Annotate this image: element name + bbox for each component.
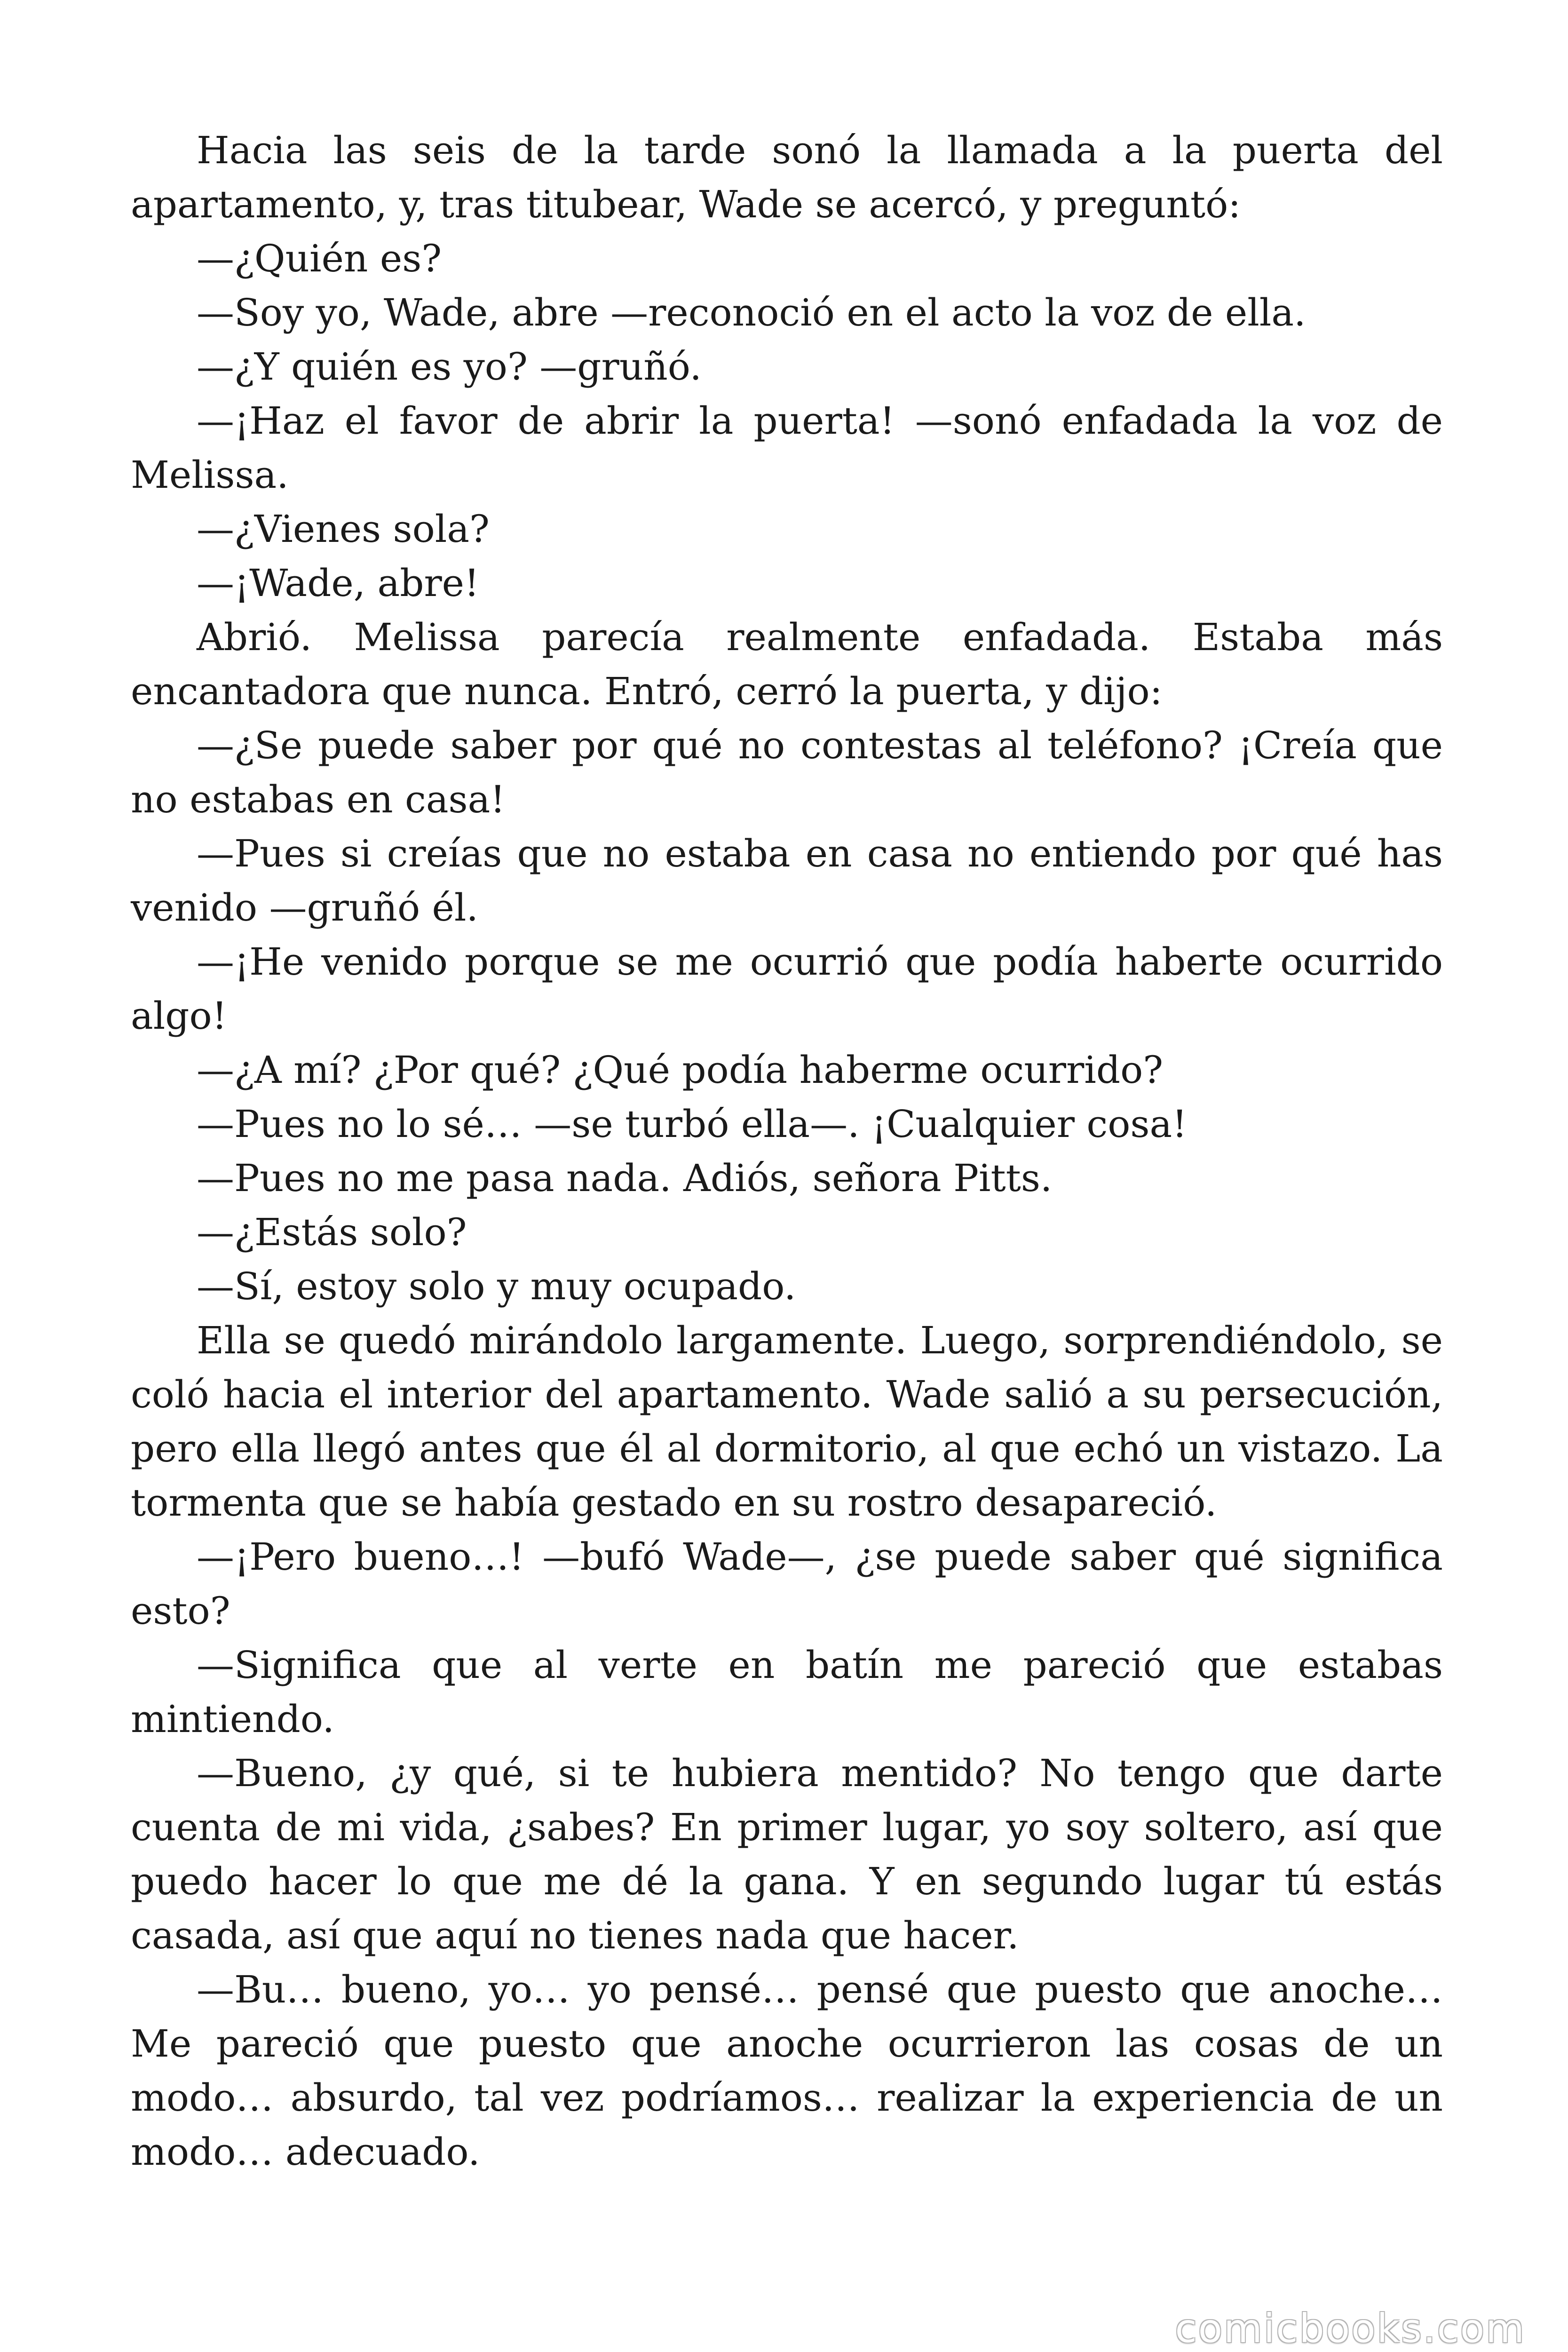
paragraph: —¡Pero bueno…! —bufó Wade—, ¿se puede saber qué significa esto? bbox=[131, 1535, 1443, 1633]
paragraph: —Bueno, ¿y qué, si te hubiera mentido? No tengo que darte cuenta de mi vida, ¿sabes? En primer lugar, yo soy soltero, así que puedo hacer lo que me dé la gana. Y en segundo lugar tú estás casada, así que aquí no tienes nada que hacer. bbox=[131, 1751, 1443, 1957]
paragraph: —¿Quién es? bbox=[197, 237, 442, 280]
paragraph: —¿A mí? ¿Por qué? ¿Qué podía haberme ocurrido? bbox=[197, 1048, 1164, 1092]
paragraph: —Pues no me pasa nada. Adiós, señora Pitts. bbox=[197, 1156, 1053, 1200]
paragraph: —Pues no lo sé… —se turbó ella—. ¡Cualquier cosa! bbox=[197, 1102, 1188, 1146]
paragraph: —¿Estás solo? bbox=[197, 1210, 467, 1254]
paragraph: —Significa que al verte en batín me pareció que estabas mintiendo. bbox=[131, 1643, 1443, 1741]
paragraph: —¿Vienes sola? bbox=[197, 507, 490, 551]
watermark: comicbooks.com bbox=[1175, 2305, 1526, 2352]
paragraph: —¿Se puede saber por qué no contestas al teléfono? ¡Creía que no estabas en casa! bbox=[131, 723, 1443, 821]
paragraph: —Pues si creías que no estaba en casa no entiendo por qué has venido —gruñó él. bbox=[131, 832, 1443, 930]
paragraph: —Sí, estoy solo y muy ocupado. bbox=[197, 1264, 796, 1308]
paragraph: Ella se quedó mirándolo largamente. Luego, sorprendiéndolo, se coló hacia el interior del apartamento. Wade salió a su persecución, pero ella llegó antes que él al dormitorio, al que echó un vistazo. La tormenta que se había gestado en su rostro desapareció. bbox=[131, 1319, 1443, 1525]
body-text bbox=[131, 123, 1443, 2179]
paragraph: Abrió. Melissa parecía realmente enfadada. Estaba más encantadora que nunca. Entró, cerró la puerta, y dijo: bbox=[131, 615, 1443, 713]
paragraph: Hacia las seis de la tarde sonó la llamada a la puerta del apartamento, y, tras titubear, Wade se acercó, y preguntó: bbox=[131, 128, 1443, 226]
paragraph: —¡Haz el favor de abrir la puerta! —sonó enfadada la voz de Melissa. bbox=[131, 399, 1443, 497]
paragraph: —¡He venido porque se me ocurrió que podía haberte ocurrido algo! bbox=[131, 940, 1443, 1038]
paragraph: —Soy yo, Wade, abre —reconoció en el acto la voz de ella. bbox=[197, 291, 1306, 334]
paragraph: —Bu… bueno, yo… yo pensé… pensé que puesto que anoche… Me pareció que puesto que anoche ocurrieron las cosas de un modo… absurdo, tal vez podríamos… realizar la experiencia de un modo… adecuado. bbox=[131, 1968, 1443, 2174]
paragraph: —¿Y quién es yo? —gruñó. bbox=[197, 345, 702, 389]
paragraph: —¡Wade, abre! bbox=[197, 561, 480, 605]
